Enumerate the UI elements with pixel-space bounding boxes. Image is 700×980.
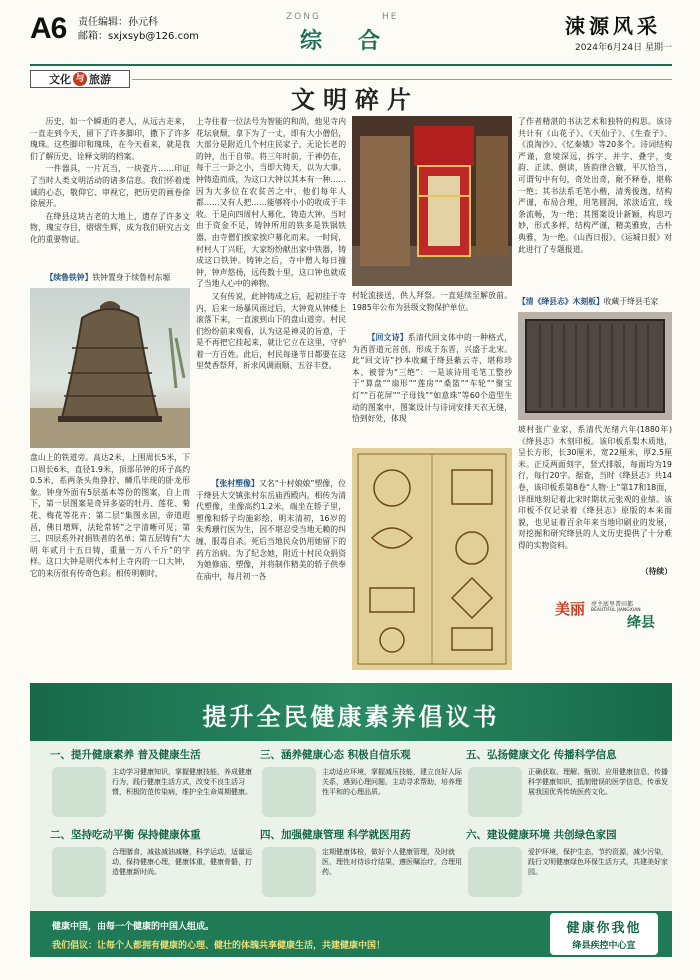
health-panel <box>30 741 672 911</box>
stamp-bottom: 绛县疾控中心宣 <box>572 941 636 951</box>
health-item-text: 主动适应环境，掌握减压技能，建立良好人际关系，遇到心理问题，主动寻求帮助，培养理性平和的心理品质。 <box>322 768 462 796</box>
column-1-top <box>30 116 190 272</box>
qing-intro-text: 收藏于绛县毛家 <box>603 297 659 306</box>
bell-icon <box>30 288 190 448</box>
family-icon <box>52 767 106 817</box>
hui-keyword: 【回文诗】 <box>367 333 408 342</box>
column-3-hui <box>352 332 512 446</box>
zhang-text: 又名“十村娘娘”塑像，位于绛县大交镇张村东岳庙西殿内。相传为清代塑像，坐像高约1.2米，端坐在轿子里，塑像和轿子均施彩绘，明末清初，16岁的朱秀珊行医为生，因不堪忍受当地无赖的纠缠，服毒自杀。死后当地民众仍用她留下的药方治病。为了纪念她，附近十村民众捐资为她修庙、塑像，并将制作精美的轿子供奉在庙中，每月初一各 <box>196 479 346 581</box>
column-3-top <box>352 290 512 330</box>
continued-note: （待续） <box>640 567 672 576</box>
paragraph: 一件器具，一片瓦当，一块瓷片……印证了当时人类文明活动的诸多信息。我们怀着虔诚的心态，敬仰它、审视它，把历史的画卷徐徐展开。 <box>30 164 190 209</box>
paragraph: 坡村张广业家，系清代光绪六年(1880年)《绛县志》木刻印板。该印板系梨木质地，呈长方形，长30厘米，宽22厘米，厚2.5厘米。正反两面刻字，竖式排版，每面均为19行，每行20字。据查，当时《绛县志》共14卷，该印板系第8卷“人物·上”第17和18面，详细地刻记着北宋时期状元张观的业绩。该印板不仅记录着《绛县志》原版的本来面貌，也见证着百余年来当地印刷业的发展，对挖掘和研究绛县的人文历史提供了十分难得的实物资料。 <box>518 425 672 550</box>
manuscript-icon <box>352 448 512 670</box>
hui-text: 系清代回文体中的一种格式，为西晋道元首创，形成于东晋，兴盛于北宋。此“回文诗”抄本收藏于绛县紫云寺，堪称珍本、被誉为“三绝”：一是该诗用毛笔工整抄于“算盘”“扇形”“莲房”“桑篮”“车轮”“聚宝灯”“百花屏”“子母钱”“如意珠”等60个造型生动的图案中，图案设计与诗词安排天衣无缝，恰到好处，体现 <box>352 333 512 424</box>
health-item-5 <box>466 747 672 827</box>
health-footer <box>30 911 672 957</box>
health-item-2 <box>50 827 256 907</box>
stamp-top: 健康你我他 <box>566 921 642 936</box>
column-4-top <box>518 116 672 294</box>
column-2-bottom <box>196 478 346 672</box>
zhang-keyword: 【张村塑像】 <box>211 479 259 488</box>
health-item-3 <box>260 747 466 827</box>
editor-email: 邮箱：sxjxsyb@126.com <box>78 31 199 42</box>
handshake-icon <box>262 767 316 817</box>
section-pinyin-right: HE <box>382 12 399 22</box>
article-title: 文明碎片 <box>291 85 419 114</box>
woodblock-photo <box>518 312 672 420</box>
health-item-text: 正确获取、理解、甄别、应用健康信息，传播科学健康知识，抵制错误的医学信息，传承发展我国优秀传统医药文化。 <box>528 768 668 796</box>
editor-name: 责任编辑：孙元科 <box>78 17 158 28</box>
editor-info <box>78 16 199 44</box>
paragraph: 上寺住着一位法号为智能的和尚，他见寺内花坛衰颓，拿下为了一丈，即有大小僧侣，大部分是附近几个村庄民家子，无论长老的的钟，出于自带。将三年时前，于神仍在，每于三一卦之小，当即大铸天，以为大事。钟铸造而成，为这口大钟以其本有一种……因为大多位在农贫苦之中，他们每年人都……又有人把……能够将小小的收成于丰收。于是向四周村人募化，铸造大钟。当时由于资金不足，铸钟所用的铁多是铁锅铁器，由寺僧们挨家挨户募化而来。一时间，村村人丁兴旺，大家纷纷献出家中铁器，铸成这口铁钟。铸钟之后，寺中僧人每日撞钟，钟声悠扬，远传数十里，这口钟也就成了当地人心中的神物。 <box>196 117 346 289</box>
meili-small-cn: 亮主底里普田都 <box>591 601 634 608</box>
health-item-text: 定期健康体检，做好个人健康管理，及时就医，理性对待诊疗结果，遵医嘱治疗，合理用药。 <box>322 848 462 876</box>
paragraph: 历史，如一个瞬逝的老人，从远古走来，一直走到今天，留下了许多脚印，撒下了许多瑰珠。这些脚印和瑰珠，在今天看来，就是我们了解历史、诠释文明的档案。 <box>30 117 190 161</box>
shrine-photo <box>352 116 512 286</box>
meili-small-en: BEAUTIFUL JIANGXIAN <box>591 608 641 613</box>
column-1-bottom <box>30 452 190 672</box>
brand-title: 涑源风采 <box>565 14 661 38</box>
health-item-title: 四、加强健康管理 科学就医用药 <box>260 829 411 841</box>
health-item-text: 合理膳食，减盐减油减糖，科学运动，适量运动，保持健康心理，健康体重，健康骨骼，打造健康新时尚。 <box>112 848 252 876</box>
paragraph: 了作者精湛的书法艺术和独特的构思。该诗共计有《山花子》、《天仙子》、《生查子》、《浪淘沙》、《忆秦娥》等20多个。诗词结构严谨，意境深远，拆字、并字、叠字，变韵、正读、倒读，皆韵律合辙，平仄恰当，可谓句中有句，奇处出奇，耐不释卷，堪称一绝；其书法系毛笔小楷，清秀俊逸，结构严谨，布局合理，用笔圆润，浓淡适宜，线条流畅，为一绝；其图案设计新颖，构思巧妙，形式多样，结构严谨，精美雅致，古朴典雅，为一绝。《山西日报》、《运城日报》对此进行了专题报道。 <box>518 117 672 254</box>
manuscript-photo <box>352 448 512 670</box>
meili-logo <box>555 596 665 630</box>
health-item-title: 五、弘扬健康文化 传播科学信息 <box>466 749 617 761</box>
section-pinyin-left: ZONG <box>286 12 321 22</box>
paragraph: 又有传说，此钟铸成之后，起初挂于寺内，后来一场暴风雨过后，大钟竟从钟楼上滚落下来，一直滚到山下的盘山道旁。村民们纷纷前来观看，认为这是神灵的旨意，于是不再把它挂起来，就让它立在这里，守护着一方百姓。此后，村民每逢节日都要在这里焚香祭拜，祈求风调雨顺、五谷丰登。 <box>196 291 346 371</box>
health-item-6 <box>466 827 672 907</box>
health-banner-title: 提升全民健康素养倡议书 <box>202 703 500 731</box>
section-label <box>30 70 130 88</box>
paragraph: 村轮流接送，供人拜祭。一直延续至解放前。1985年公布为县级文物保护单位。 <box>352 291 512 312</box>
cdc-stamp <box>550 913 658 955</box>
qing-intro <box>518 296 672 310</box>
page-number: A6 <box>30 12 67 45</box>
food-pyramid-icon <box>52 847 106 897</box>
column-2-top <box>196 116 346 476</box>
footer-line-2: 我们倡议：让每个人都拥有健康的心理、健壮的体魄共享健康生活，共建健康中国！ <box>52 941 386 951</box>
date-line: 2024年6月24日 星期一 <box>575 43 672 53</box>
health-item-text: 主动学习健康知识，掌握健康技能，养成健康行为，践行健康生活方式，改变不良生活习惯，积极防范传染病，维护全生命周期健康。 <box>112 768 252 796</box>
meili-county: 绛县 <box>627 615 655 631</box>
paragraph: 在绛县这块古老的大地上，遗存了许多文物，瑰宝夺目，熠熠生辉，成为我们研究古文化的重要物证。 <box>30 211 190 244</box>
bell-photo <box>30 288 190 448</box>
health-item-1 <box>50 747 256 827</box>
section-title: 综合 <box>300 29 417 54</box>
qing-keyword: 【清《绛县志》木刻板】 <box>518 297 604 306</box>
meili-big: 美丽 <box>555 600 586 618</box>
bell-keyword: 【续鲁铁钟】 <box>45 273 93 282</box>
health-item-text: 爱护环境，保护生态，节约资源，减少污染，践行文明健康绿色环保生活方式，共建美好家园。 <box>528 848 668 876</box>
health-banner <box>30 683 672 741</box>
column-4-bottom <box>518 424 672 566</box>
bell-intro-text: 铁钟置身于续鲁村东塬 <box>92 273 171 282</box>
footer-line-1: 健康中国，由每一个健康的中国人组成。 <box>52 922 215 932</box>
section-label-mid: 与 <box>73 72 87 86</box>
woodblock-icon <box>518 312 672 420</box>
header-rule <box>30 64 672 66</box>
masthead <box>30 10 672 62</box>
health-item-title: 一、提升健康素养 普及健康生活 <box>50 749 201 761</box>
shrine-icon <box>352 116 512 286</box>
health-item-title: 六、建设健康环境 共创绿色家园 <box>466 829 617 841</box>
bell-intro <box>30 272 190 286</box>
health-item-4 <box>260 827 466 907</box>
phone-icon <box>468 767 522 817</box>
section-label-right: 旅游 <box>89 73 111 86</box>
health-item-title: 三、涵养健康心态 积极自信乐观 <box>260 749 411 761</box>
plant-icon <box>468 847 522 897</box>
health-item-title: 二、坚持吃动平衡 保持健康体重 <box>50 829 201 841</box>
doctor-icon <box>262 847 316 897</box>
section-label-left: 文化 <box>49 73 71 86</box>
paragraph: 盘山上的铁道旁。高达2米，上围周长5米，下口周长6米，直径1.9米，顶部吊钟的环子高约0.5米，系两条头角狰狞、鳞爪毕现的卧龙形象。钟身外面有5层基本等份的图案，自上而下，第一层图案是奇异多姿的牡丹、莲花、菊花、梅花等花卉；第二层“集图永固，帝道遐昌，佛日增辉，法轮常转”之字清晰可见；第三、四层系外衬捐铁者的名单；第五层铸有“大明 年贰月十五日铸，重量一万八千斤”的字样。这口大钟是明代本村上寺内的一口大钟，它的来历很有传奇色彩。相传明朝时， <box>30 453 190 578</box>
